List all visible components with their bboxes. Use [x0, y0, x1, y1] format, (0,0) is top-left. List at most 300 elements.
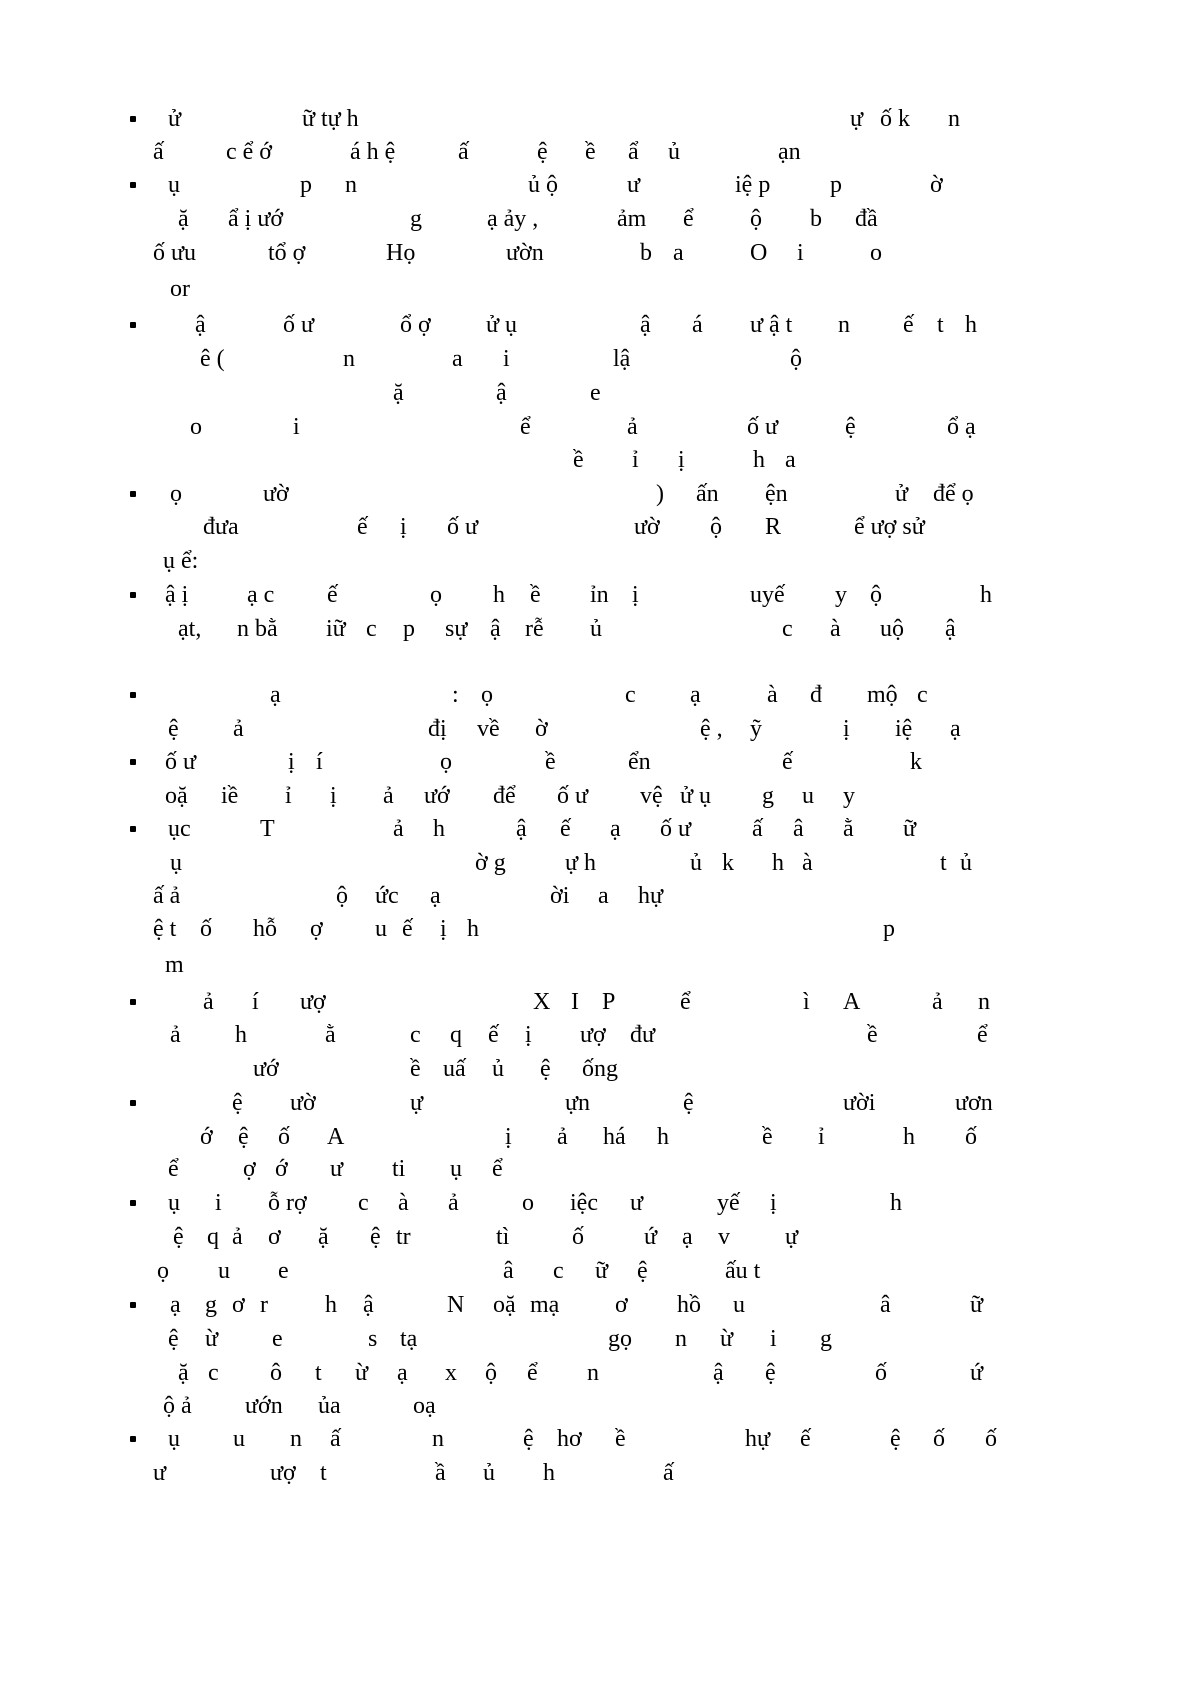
text-fragment: ệ — [370, 1224, 381, 1250]
bullet-icon — [130, 1436, 136, 1442]
text-fragment: ướ — [424, 783, 450, 809]
text-fragment: uộ — [880, 616, 904, 642]
text-fragment: n — [948, 106, 960, 132]
list-item — [0, 104, 1193, 134]
bullet-icon — [130, 491, 136, 497]
text-fragment: u — [802, 783, 814, 809]
text-fragment: ệ — [845, 414, 856, 440]
text-fragment: ả — [627, 414, 638, 440]
text-fragment: ười — [843, 1090, 876, 1116]
text-fragment: ẩ — [628, 139, 639, 165]
text-fragment: tạ — [400, 1326, 418, 1352]
text-fragment: n — [432, 1426, 444, 1452]
bullet-icon — [130, 182, 136, 188]
text-fragment: i — [215, 1190, 222, 1216]
text-fragment: ậ ị — [165, 582, 189, 608]
text-line — [0, 445, 1193, 475]
text-fragment: ự — [785, 1224, 799, 1250]
text-fragment: n — [978, 989, 990, 1015]
text-line — [0, 781, 1193, 811]
text-fragment: ả — [170, 1022, 181, 1048]
text-fragment: ệ — [765, 1360, 776, 1386]
text-fragment: iề — [221, 783, 239, 809]
text-line — [0, 1054, 1193, 1084]
text-fragment: ợ — [243, 1156, 256, 1182]
text-fragment: ệ , — [700, 716, 723, 742]
text-fragment: í — [252, 989, 259, 1015]
bullet-icon — [130, 826, 136, 832]
text-fragment: ụ — [170, 850, 182, 876]
text-fragment: ớ — [200, 1124, 213, 1150]
text-fragment: y — [835, 582, 847, 608]
text-fragment: i — [770, 1326, 777, 1352]
text-fragment: ố — [200, 916, 212, 942]
text-fragment: A — [327, 1124, 345, 1150]
list-item — [0, 814, 1193, 844]
list-item — [0, 479, 1193, 509]
list-item — [0, 1424, 1193, 1454]
text-fragment: ướ — [253, 1056, 279, 1082]
text-fragment: ữ tự h — [302, 106, 359, 132]
text-fragment: ể — [527, 1360, 538, 1386]
text-fragment: t — [320, 1460, 327, 1486]
text-fragment: đ — [810, 682, 822, 708]
text-fragment: ủ — [668, 139, 680, 165]
text-fragment: ờ — [930, 172, 943, 198]
text-fragment: ự — [410, 1090, 424, 1116]
text-fragment: à — [398, 1190, 409, 1216]
text-fragment: ổ ạ — [947, 414, 976, 440]
text-fragment: ố ư — [557, 783, 589, 809]
text-fragment: ư — [330, 1156, 344, 1182]
text-fragment: ử — [168, 106, 182, 132]
text-fragment: ử — [895, 481, 909, 507]
text-fragment: ậ — [195, 312, 206, 338]
text-fragment: ử ụ — [486, 312, 518, 338]
text-fragment: ọ — [440, 749, 452, 775]
text-fragment: ọ — [170, 481, 182, 507]
text-fragment: ặ — [393, 380, 404, 406]
text-fragment: g — [762, 783, 774, 809]
text-fragment: há — [603, 1124, 626, 1150]
text-fragment: ị — [525, 1022, 532, 1048]
text-fragment: ấ — [330, 1426, 341, 1452]
text-fragment: a — [598, 883, 609, 909]
text-line — [0, 914, 1193, 944]
text-fragment: ệ — [637, 1258, 648, 1284]
text-fragment: y — [843, 783, 855, 809]
text-line — [0, 378, 1193, 408]
text-line — [0, 1458, 1193, 1488]
text-fragment: ọ — [481, 682, 493, 708]
text-fragment: ể ượ sử — [854, 514, 925, 540]
list-item — [0, 987, 1193, 1017]
text-fragment: ị — [632, 582, 639, 608]
text-fragment: n — [587, 1360, 599, 1386]
text-fragment: c — [208, 1360, 219, 1386]
text-fragment: mộ — [867, 682, 898, 708]
text-fragment: ơ — [615, 1292, 628, 1318]
text-line — [0, 1020, 1193, 1050]
text-fragment: tổ ợ — [268, 240, 306, 266]
text-fragment: ầ — [435, 1460, 446, 1486]
text-fragment: ượ — [270, 1460, 296, 1486]
text-fragment: ệ — [168, 1326, 179, 1352]
text-fragment: ủ — [960, 850, 972, 876]
text-fragment: h — [543, 1460, 555, 1486]
text-fragment: o — [522, 1190, 534, 1216]
text-fragment: g — [410, 206, 422, 232]
text-fragment: ự h — [565, 850, 597, 876]
text-fragment: m — [165, 952, 184, 978]
text-fragment: đưa — [203, 514, 239, 540]
text-fragment: đị — [428, 716, 447, 742]
text-fragment: ụ — [450, 1156, 462, 1182]
text-fragment: ỹ — [750, 716, 762, 742]
text-fragment: Họ — [386, 240, 416, 266]
text-fragment: c — [917, 682, 928, 708]
text-fragment: ậ — [490, 616, 501, 642]
text-fragment: à — [767, 682, 778, 708]
text-fragment: ả — [557, 1124, 568, 1150]
text-fragment: u — [733, 1292, 745, 1318]
text-fragment: đầ — [855, 206, 878, 232]
text-fragment: p — [300, 172, 312, 198]
text-line — [0, 1358, 1193, 1388]
text-fragment: ữ — [903, 816, 917, 842]
text-fragment: ạ — [397, 1360, 408, 1386]
text-fragment: ổ ợ — [400, 312, 431, 338]
text-fragment: ả — [393, 816, 404, 842]
text-fragment: â — [793, 816, 804, 842]
text-line — [0, 512, 1193, 542]
text-fragment: ế — [800, 1426, 811, 1452]
text-fragment: k — [910, 749, 922, 775]
text-fragment: á — [692, 312, 703, 338]
text-fragment: ị — [440, 916, 447, 942]
text-fragment: e — [272, 1326, 283, 1352]
text-fragment: ấ ả — [153, 883, 181, 909]
text-fragment: ậ — [640, 312, 651, 338]
text-fragment: ặ — [178, 206, 189, 232]
text-fragment: ị — [288, 749, 295, 775]
text-fragment: ộ — [790, 346, 802, 372]
text-fragment: : — [452, 682, 459, 708]
text-fragment: oặ — [493, 1292, 516, 1318]
text-fragment: ậ — [363, 1292, 374, 1318]
text-fragment: ườ — [263, 481, 289, 507]
text-fragment: ức — [375, 883, 399, 909]
text-fragment: ỉn — [590, 582, 609, 608]
text-fragment: ả — [232, 1224, 243, 1250]
text-fragment: ố ưu — [153, 240, 197, 266]
text-fragment: ủ ộ — [528, 172, 558, 198]
text-fragment: à — [802, 850, 813, 876]
text-line — [0, 1122, 1193, 1152]
text-fragment: ệ — [540, 1056, 551, 1082]
text-fragment: n — [343, 346, 355, 372]
list-item — [0, 1088, 1193, 1118]
text-fragment: vệ — [640, 783, 663, 809]
text-fragment: ủ — [492, 1056, 504, 1082]
text-fragment: ư — [627, 172, 641, 198]
bullet-icon — [130, 322, 136, 328]
text-fragment: c — [410, 1022, 421, 1048]
text-fragment: ừ — [355, 1360, 369, 1386]
text-fragment: ện — [765, 481, 788, 507]
text-fragment: e — [278, 1258, 289, 1284]
text-fragment: q — [450, 1022, 462, 1048]
bullet-icon — [130, 692, 136, 698]
text-fragment: ệ — [683, 1090, 694, 1116]
text-fragment: ộ — [750, 206, 762, 232]
bullet-icon — [130, 1302, 136, 1308]
text-fragment: n — [675, 1326, 687, 1352]
text-fragment: ục — [168, 816, 191, 842]
text-fragment: ườn — [506, 240, 544, 266]
list-item — [0, 580, 1193, 610]
text-fragment: ế — [327, 582, 338, 608]
text-fragment: ấn — [696, 481, 719, 507]
text-fragment: ị — [400, 514, 407, 540]
text-fragment: ả — [233, 716, 244, 742]
text-fragment: ứ — [644, 1224, 658, 1250]
text-line — [0, 546, 1193, 576]
text-fragment: ấ — [458, 139, 469, 165]
text-fragment: oạ — [413, 1393, 436, 1419]
bullet-icon — [130, 999, 136, 1005]
text-fragment: I — [571, 989, 579, 1015]
text-fragment: ụ — [168, 1190, 180, 1216]
text-fragment: iệ p — [735, 172, 771, 198]
bullet-icon — [130, 759, 136, 765]
bullet-icon — [130, 1200, 136, 1206]
text-fragment: ệ t — [153, 916, 177, 942]
text-fragment: ờ — [535, 716, 548, 742]
text-fragment: ộ — [870, 582, 882, 608]
list-item — [0, 747, 1193, 777]
text-fragment: iữ — [326, 616, 346, 642]
text-fragment: ậ — [945, 616, 956, 642]
text-fragment: h — [753, 447, 765, 473]
text-fragment: đư — [630, 1022, 656, 1048]
text-fragment: ) — [656, 481, 664, 507]
text-fragment: gọ — [608, 1326, 632, 1352]
text-fragment: ậ — [713, 1360, 724, 1386]
text-fragment: ậ — [516, 816, 527, 842]
text-fragment: i — [503, 346, 510, 372]
text-fragment: ố — [965, 1124, 977, 1150]
text-fragment: ẩ ị ướ — [228, 206, 284, 232]
text-fragment: uyế — [750, 582, 785, 608]
text-fragment: ê ( — [200, 346, 225, 372]
text-fragment: h — [325, 1292, 337, 1318]
text-fragment: ừ — [205, 1326, 219, 1352]
text-fragment: ỉ — [818, 1124, 825, 1150]
text-fragment: h — [493, 582, 505, 608]
text-fragment: b — [640, 240, 652, 266]
text-fragment: â — [880, 1292, 891, 1318]
text-fragment: ố ư — [447, 514, 479, 540]
text-fragment: hồ — [677, 1292, 701, 1318]
text-fragment: hự — [745, 1426, 771, 1452]
list-item — [0, 170, 1193, 200]
text-fragment: hơ — [557, 1426, 582, 1452]
text-fragment: ạ c — [247, 582, 275, 608]
text-fragment: ủa — [318, 1393, 341, 1419]
text-fragment: a — [785, 447, 796, 473]
text-fragment: á h ệ — [350, 139, 396, 165]
text-fragment: ủ — [690, 850, 702, 876]
text-fragment: iệ — [895, 716, 913, 742]
text-fragment: b — [810, 206, 822, 232]
text-fragment: ế — [402, 916, 413, 942]
text-fragment: ự — [850, 106, 864, 132]
text-fragment: h — [980, 582, 992, 608]
text-fragment: X — [533, 989, 551, 1015]
text-fragment: ơ — [232, 1292, 245, 1318]
text-fragment: g — [820, 1326, 832, 1352]
bullet-icon — [130, 1100, 136, 1106]
text-fragment: ố — [933, 1426, 945, 1452]
text-fragment: h — [467, 916, 479, 942]
text-fragment: ệ — [537, 139, 548, 165]
text-fragment: lậ — [613, 346, 631, 372]
text-fragment: ử ụ — [680, 783, 712, 809]
text-fragment: tr — [396, 1224, 411, 1250]
text-fragment: ạt, — [178, 616, 202, 642]
text-fragment: u — [375, 916, 387, 942]
text-fragment: ạ — [682, 1224, 693, 1250]
text-fragment: về — [477, 716, 500, 742]
text-fragment: o — [190, 414, 202, 440]
text-fragment: ề — [867, 1022, 878, 1048]
text-fragment: ằ — [843, 816, 854, 842]
text-fragment: ựn — [565, 1090, 591, 1116]
text-fragment: ể — [977, 1022, 988, 1048]
text-fragment: s — [368, 1326, 378, 1352]
text-fragment: ề — [573, 447, 584, 473]
text-fragment: ế — [782, 749, 793, 775]
text-fragment: h — [965, 312, 977, 338]
text-fragment: ư ậ t — [750, 312, 793, 338]
text-fragment: ợ — [310, 916, 323, 942]
text-fragment: h — [890, 1190, 902, 1216]
text-fragment: x — [445, 1360, 457, 1386]
text-fragment: ạ — [430, 883, 441, 909]
text-fragment: ướn — [245, 1393, 283, 1419]
text-fragment: c — [366, 616, 377, 642]
text-fragment: t — [937, 312, 944, 338]
bullet-icon — [130, 116, 136, 122]
text-fragment: p — [403, 616, 415, 642]
text-fragment: ụ ể: — [163, 548, 199, 574]
text-fragment: ố ư — [660, 816, 692, 842]
text-fragment: ề — [410, 1056, 421, 1082]
text-fragment: ệ — [523, 1426, 534, 1452]
text-fragment: ườ — [634, 514, 660, 540]
text-fragment: hỗ — [253, 916, 277, 942]
text-fragment: ư — [630, 1190, 644, 1216]
text-fragment: t — [940, 850, 947, 876]
text-fragment: p — [830, 172, 842, 198]
text-fragment: rễ — [525, 616, 544, 642]
text-fragment: ữ — [970, 1292, 984, 1318]
text-fragment: ảm — [617, 206, 647, 232]
list-item — [0, 680, 1193, 710]
text-fragment: ển — [628, 749, 651, 775]
text-fragment: n bằ — [237, 616, 278, 642]
text-line — [0, 344, 1193, 374]
text-fragment: ủ — [483, 1460, 495, 1486]
text-line — [0, 1256, 1193, 1286]
text-fragment: R — [765, 514, 782, 540]
text-fragment: P — [602, 989, 616, 1015]
text-fragment: A — [843, 989, 861, 1015]
text-fragment: ả — [203, 989, 214, 1015]
text-fragment: ấ — [663, 1460, 674, 1486]
text-fragment: ề — [615, 1426, 626, 1452]
text-fragment: ấ — [153, 139, 164, 165]
text-fragment: n — [838, 312, 850, 338]
text-fragment: ộ ả — [163, 1393, 192, 1419]
text-fragment: ữ — [595, 1258, 609, 1284]
text-fragment: ế — [560, 816, 571, 842]
text-fragment: n — [290, 1426, 302, 1452]
text-line — [0, 238, 1193, 268]
text-fragment: ố — [278, 1124, 290, 1150]
text-fragment: ề — [585, 139, 596, 165]
text-fragment: ươn — [955, 1090, 993, 1116]
text-fragment: ọ — [157, 1258, 169, 1284]
text-fragment: u — [233, 1426, 245, 1452]
text-fragment: ố ư — [165, 749, 197, 775]
text-fragment: uấ — [443, 1056, 466, 1082]
text-fragment: ạ — [610, 816, 621, 842]
text-fragment: ố — [572, 1224, 584, 1250]
text-fragment: sự — [445, 616, 468, 642]
text-fragment: c — [553, 1258, 564, 1284]
text-fragment: ừ — [720, 1326, 734, 1352]
text-fragment: k — [722, 850, 734, 876]
text-fragment: ệ — [232, 1090, 243, 1116]
text-fragment: ể — [680, 989, 691, 1015]
text-fragment: ể — [683, 206, 694, 232]
text-fragment: ề — [762, 1124, 773, 1150]
text-fragment: ệ — [238, 1124, 249, 1150]
text-fragment: ỉ — [285, 783, 292, 809]
text-fragment: r — [260, 1292, 268, 1318]
text-fragment: h — [433, 816, 445, 842]
text-fragment: ố ư — [747, 414, 779, 440]
text-line — [0, 1391, 1193, 1421]
text-fragment: ố — [875, 1360, 887, 1386]
text-fragment: or — [170, 276, 190, 302]
list-item — [0, 1290, 1193, 1320]
text-fragment: h — [657, 1124, 669, 1150]
text-fragment: ụ — [168, 172, 180, 198]
text-fragment: c — [782, 616, 793, 642]
text-fragment: ố k — [880, 106, 910, 132]
text-fragment: ạ — [690, 682, 701, 708]
text-fragment: ạ — [270, 682, 281, 708]
text-fragment: ti — [392, 1156, 406, 1182]
text-fragment: N — [447, 1292, 465, 1318]
text-fragment: h — [903, 1124, 915, 1150]
text-fragment: n — [345, 172, 357, 198]
text-fragment: để ọ — [933, 481, 974, 507]
text-fragment: để — [493, 783, 516, 809]
